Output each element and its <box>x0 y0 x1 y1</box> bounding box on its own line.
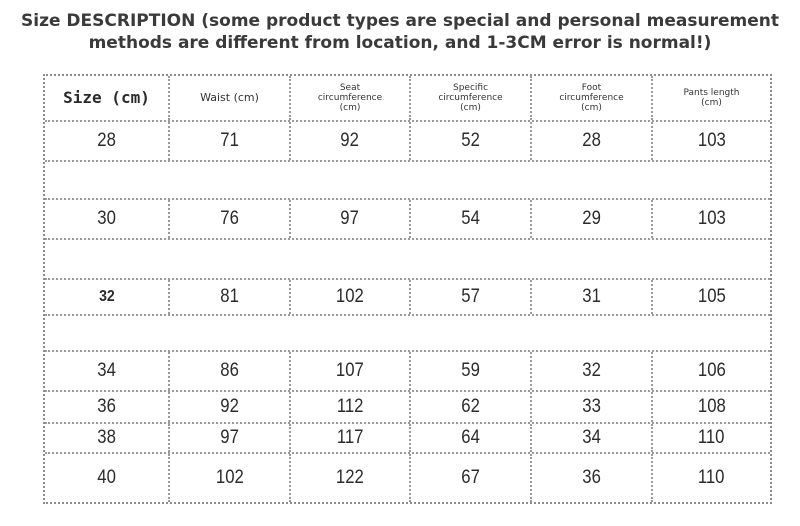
header-text: Pants length <box>683 88 740 98</box>
size-cell <box>291 200 411 238</box>
cell-value: 32 <box>582 360 601 381</box>
header-cell <box>411 76 532 120</box>
header-text: Waist (cm) <box>200 91 259 104</box>
size-cell <box>532 122 653 160</box>
size-cell <box>532 454 653 502</box>
header-text: (cm) <box>339 103 361 113</box>
cell-value: 54 <box>461 208 480 229</box>
cell-value: 31 <box>582 286 601 307</box>
cell-value: 112 <box>336 396 364 417</box>
size-row <box>45 392 770 424</box>
size-cell <box>411 352 532 390</box>
header-text: Specific <box>452 83 489 93</box>
header-text: (cm) <box>701 98 722 108</box>
cell-value: 81 <box>220 286 239 307</box>
size-row <box>45 352 770 392</box>
header-cell <box>653 76 770 120</box>
spacer-cell <box>653 162 770 198</box>
cell-value: 57 <box>461 286 480 307</box>
size-description-title <box>0 10 800 54</box>
size-cell <box>170 454 291 502</box>
size-cell <box>291 424 411 452</box>
cell-value: 92 <box>220 396 239 417</box>
cell-value: 34 <box>97 360 116 381</box>
spacer-cell <box>45 162 170 198</box>
size-cell <box>532 424 653 452</box>
cell-value: 28 <box>97 130 116 151</box>
spacer-cell <box>45 240 170 278</box>
size-cell <box>532 352 653 390</box>
size-cell <box>411 424 532 452</box>
spacer-cell <box>170 240 291 278</box>
size-cell <box>653 280 770 314</box>
size-cell <box>170 424 291 452</box>
cell-value: 110 <box>698 467 725 488</box>
header-text: (cm) <box>460 103 481 113</box>
header-cell <box>532 76 653 120</box>
size-cell <box>45 200 170 238</box>
header-text: circumference <box>438 93 503 103</box>
spacer-cell <box>170 316 291 350</box>
spacer-cell <box>411 162 532 198</box>
cell-value: 92 <box>340 130 360 151</box>
size-cell <box>170 122 291 160</box>
cell-value: 67 <box>461 467 480 488</box>
spacer-row <box>45 162 770 200</box>
header-text: Foot <box>581 83 602 93</box>
cell-value: 62 <box>461 396 480 417</box>
spacer-cell <box>291 316 411 350</box>
header-cell <box>291 76 411 120</box>
cell-value: 38 <box>97 427 116 448</box>
size-cell <box>45 352 170 390</box>
cell-value: 52 <box>461 130 480 151</box>
title-line-2: methods are different from location, and 1-3CM error is normal!) <box>88 33 712 53</box>
size-cell <box>532 200 653 238</box>
cell-value: 117 <box>336 427 364 448</box>
cell-value: 102 <box>336 286 364 307</box>
header-text: Size (cm) <box>63 88 150 107</box>
header-cell <box>45 76 170 120</box>
header-text: Seat <box>339 83 361 93</box>
cell-value: 64 <box>461 427 480 448</box>
cell-value: 71 <box>220 130 239 151</box>
spacer-cell <box>45 316 170 350</box>
header-cell <box>170 76 291 120</box>
cell-value: 76 <box>220 208 239 229</box>
spacer-cell <box>653 316 770 350</box>
spacer-cell <box>411 316 532 350</box>
spacer-cell <box>170 162 291 198</box>
spacer-cell <box>653 240 770 278</box>
spacer-cell <box>291 240 411 278</box>
size-cell <box>45 424 170 452</box>
cell-value: 108 <box>697 396 726 417</box>
header-text: (cm) <box>581 103 602 113</box>
title-line-1: Size DESCRIPTION (some product types are special and personal measurement <box>21 11 779 31</box>
size-row <box>45 280 770 316</box>
cell-value: 103 <box>697 130 726 151</box>
spacer-cell <box>411 240 532 278</box>
cell-value: 40 <box>97 467 116 488</box>
cell-value: 110 <box>698 427 725 448</box>
spacer-cell <box>532 162 653 198</box>
size-cell <box>291 352 411 390</box>
cell-value: 103 <box>697 208 726 229</box>
header-row <box>45 76 770 122</box>
spacer-row <box>45 316 770 352</box>
size-cell <box>170 392 291 422</box>
size-row <box>45 200 770 240</box>
cell-value: 122 <box>336 467 364 488</box>
cell-value: 97 <box>340 208 360 229</box>
size-cell <box>45 280 170 314</box>
size-row <box>45 454 770 502</box>
size-cell <box>411 280 532 314</box>
size-cell <box>411 200 532 238</box>
spacer-row <box>45 240 770 280</box>
spacer-cell <box>291 162 411 198</box>
size-cell <box>170 200 291 238</box>
cell-value: 105 <box>697 286 726 307</box>
size-cell <box>653 200 770 238</box>
spacer-cell <box>532 240 653 278</box>
size-cell <box>170 352 291 390</box>
header-text: circumference <box>559 93 624 103</box>
cell-value: 106 <box>697 360 726 381</box>
cell-value: 34 <box>582 427 601 448</box>
cell-value: 59 <box>461 360 480 381</box>
cell-value: 36 <box>97 396 116 417</box>
cell-value: 33 <box>582 396 601 417</box>
size-cell <box>45 122 170 160</box>
size-cell <box>532 392 653 422</box>
size-cell <box>45 392 170 422</box>
cell-value: 29 <box>582 208 601 229</box>
size-cell <box>170 280 291 314</box>
size-cell <box>653 122 770 160</box>
cell-value: 97 <box>220 427 239 448</box>
cell-value: 28 <box>582 130 601 151</box>
size-cell <box>653 352 770 390</box>
size-cell <box>291 280 411 314</box>
size-table <box>43 74 772 504</box>
size-cell <box>291 122 411 160</box>
cell-value: 86 <box>220 360 239 381</box>
size-cell <box>532 280 653 314</box>
size-cell <box>653 424 770 452</box>
size-cell <box>411 122 532 160</box>
size-cell <box>653 392 770 422</box>
size-cell <box>45 454 170 502</box>
size-row <box>45 424 770 454</box>
size-cell <box>291 392 411 422</box>
cell-value: 107 <box>336 360 364 381</box>
size-cell <box>411 392 532 422</box>
size-cell <box>291 454 411 502</box>
header-text: circumference <box>317 93 383 103</box>
cell-value: 30 <box>97 208 116 229</box>
cell-value: 32 <box>98 288 115 305</box>
size-row <box>45 122 770 162</box>
cell-value: 36 <box>582 467 601 488</box>
cell-value: 102 <box>215 467 244 488</box>
size-cell <box>653 454 770 502</box>
size-cell <box>411 454 532 502</box>
spacer-cell <box>532 316 653 350</box>
